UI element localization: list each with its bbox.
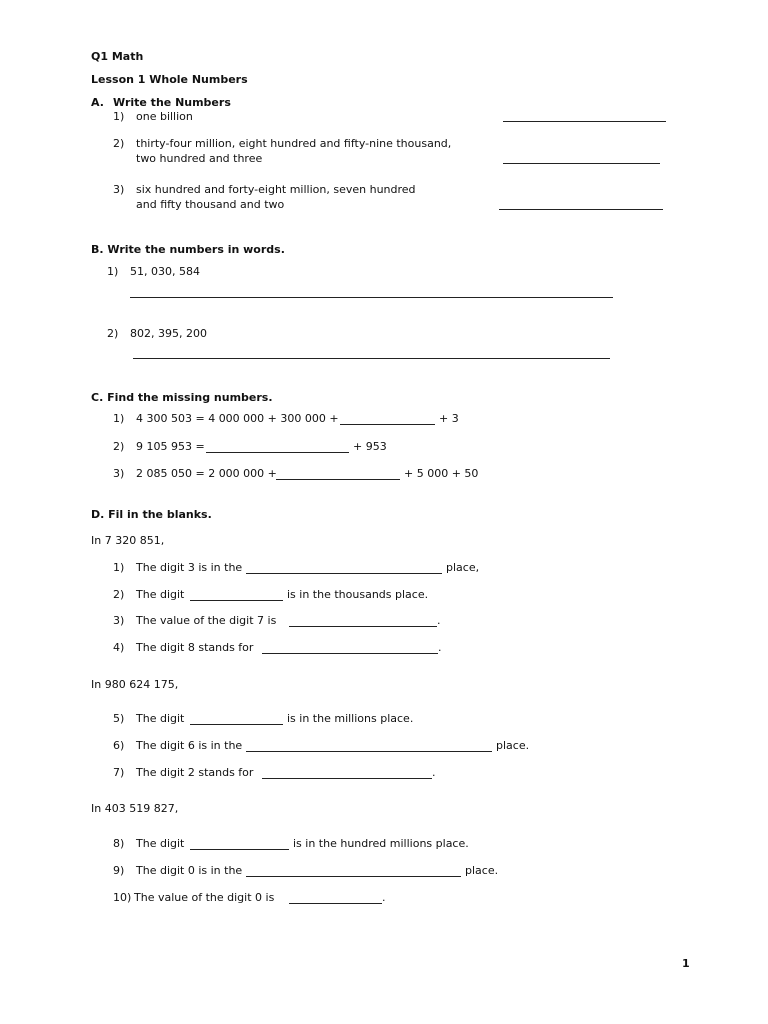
d8-number: 8) <box>113 837 125 850</box>
d8-after: is in the hundred millions place. <box>293 837 469 850</box>
d6-before: The digit 6 is in the <box>136 739 243 752</box>
a3-text-line2: and fifty thousand and two <box>136 198 285 211</box>
section-a-letter: A. <box>91 96 104 109</box>
b1-number: 1) <box>107 265 119 278</box>
d8-blank[interactable] <box>190 849 289 850</box>
d4-blank[interactable] <box>262 653 438 654</box>
c2-after: + 953 <box>353 440 387 453</box>
section-a-title: Write the Numbers <box>113 96 231 109</box>
a2-text-line1: thirty-four million, eight hundred and fifty-nine thousand, <box>136 137 452 150</box>
d3-before: The value of the digit 7 is <box>136 614 277 627</box>
d4-number: 4) <box>113 641 125 654</box>
d6-after: place. <box>496 739 530 752</box>
page-number: 1 <box>682 957 690 970</box>
d3-blank[interactable] <box>289 626 437 627</box>
section-d-title: D. Fil in the blanks. <box>91 508 212 521</box>
section-c-title: C. Find the missing numbers. <box>91 391 273 404</box>
a2-text-line2: two hundred and three <box>136 152 263 165</box>
a3-number: 3) <box>113 183 125 196</box>
d4-before: The digit 8 stands for <box>136 641 254 654</box>
c2-number: 2) <box>113 440 125 453</box>
course-title: Q1 Math <box>91 50 144 63</box>
d1-before: The digit 3 is in the <box>136 561 243 574</box>
d2-before: The digit <box>136 588 185 601</box>
d10-number: 10) <box>113 891 132 904</box>
d-group1-intro: In 7 320 851, <box>91 534 165 547</box>
d2-number: 2) <box>113 588 125 601</box>
d10-blank[interactable] <box>289 903 382 904</box>
d3-number: 3) <box>113 614 125 627</box>
d9-blank[interactable] <box>246 876 461 877</box>
d9-after: place. <box>465 864 499 877</box>
a3-text-line1: six hundred and forty-eight million, seven hundred <box>136 183 416 196</box>
c1-before: 4 300 503 = 4 000 000 + 300 000 + <box>136 412 339 425</box>
d8-before: The digit <box>136 837 185 850</box>
d6-blank[interactable] <box>246 751 492 752</box>
d1-after: place, <box>446 561 480 574</box>
b2-answer-line[interactable] <box>133 358 610 359</box>
c1-blank[interactable] <box>340 424 435 425</box>
d2-blank[interactable] <box>190 600 283 601</box>
b2-text: 802, 395, 200 <box>130 327 207 340</box>
c2-blank[interactable] <box>206 452 349 453</box>
d-group3-intro: In 403 519 827, <box>91 802 179 815</box>
c1-number: 1) <box>113 412 125 425</box>
c2-before: 9 105 953 = <box>136 440 205 453</box>
section-b-title: B. Write the numbers in words. <box>91 243 285 256</box>
d5-after: is in the millions place. <box>287 712 414 725</box>
c3-after: + 5 000 + 50 <box>404 467 479 480</box>
d1-number: 1) <box>113 561 125 574</box>
d-group2-intro: In 980 624 175, <box>91 678 179 691</box>
d9-before: The digit 0 is in the <box>136 864 243 877</box>
d7-before: The digit 2 stands for <box>136 766 254 779</box>
d7-blank[interactable] <box>262 778 432 779</box>
d3-after: . <box>437 614 441 627</box>
d4-after: . <box>438 641 442 654</box>
a1-text: one billion <box>136 110 193 123</box>
d2-after: is in the thousands place. <box>287 588 429 601</box>
a1-number: 1) <box>113 110 125 123</box>
d5-before: The digit <box>136 712 185 725</box>
c3-before: 2 085 050 = 2 000 000 + <box>136 467 277 480</box>
a3-answer-line[interactable] <box>499 209 663 210</box>
d1-blank[interactable] <box>246 573 442 574</box>
d9-number: 9) <box>113 864 125 877</box>
lesson-title: Lesson 1 Whole Numbers <box>91 73 248 86</box>
c1-after: + 3 <box>439 412 459 425</box>
d7-after: . <box>432 766 436 779</box>
d5-number: 5) <box>113 712 125 725</box>
d10-after: . <box>382 891 386 904</box>
b1-text: 51, 030, 584 <box>130 265 200 278</box>
c3-number: 3) <box>113 467 125 480</box>
b2-number: 2) <box>107 327 119 340</box>
d6-number: 6) <box>113 739 125 752</box>
d5-blank[interactable] <box>190 724 283 725</box>
a2-answer-line[interactable] <box>503 163 660 164</box>
b1-answer-line[interactable] <box>130 297 613 298</box>
c3-blank[interactable] <box>276 479 400 480</box>
a2-number: 2) <box>113 137 125 150</box>
d10-before: The value of the digit 0 is <box>134 891 275 904</box>
a1-answer-line[interactable] <box>503 121 666 122</box>
d7-number: 7) <box>113 766 125 779</box>
